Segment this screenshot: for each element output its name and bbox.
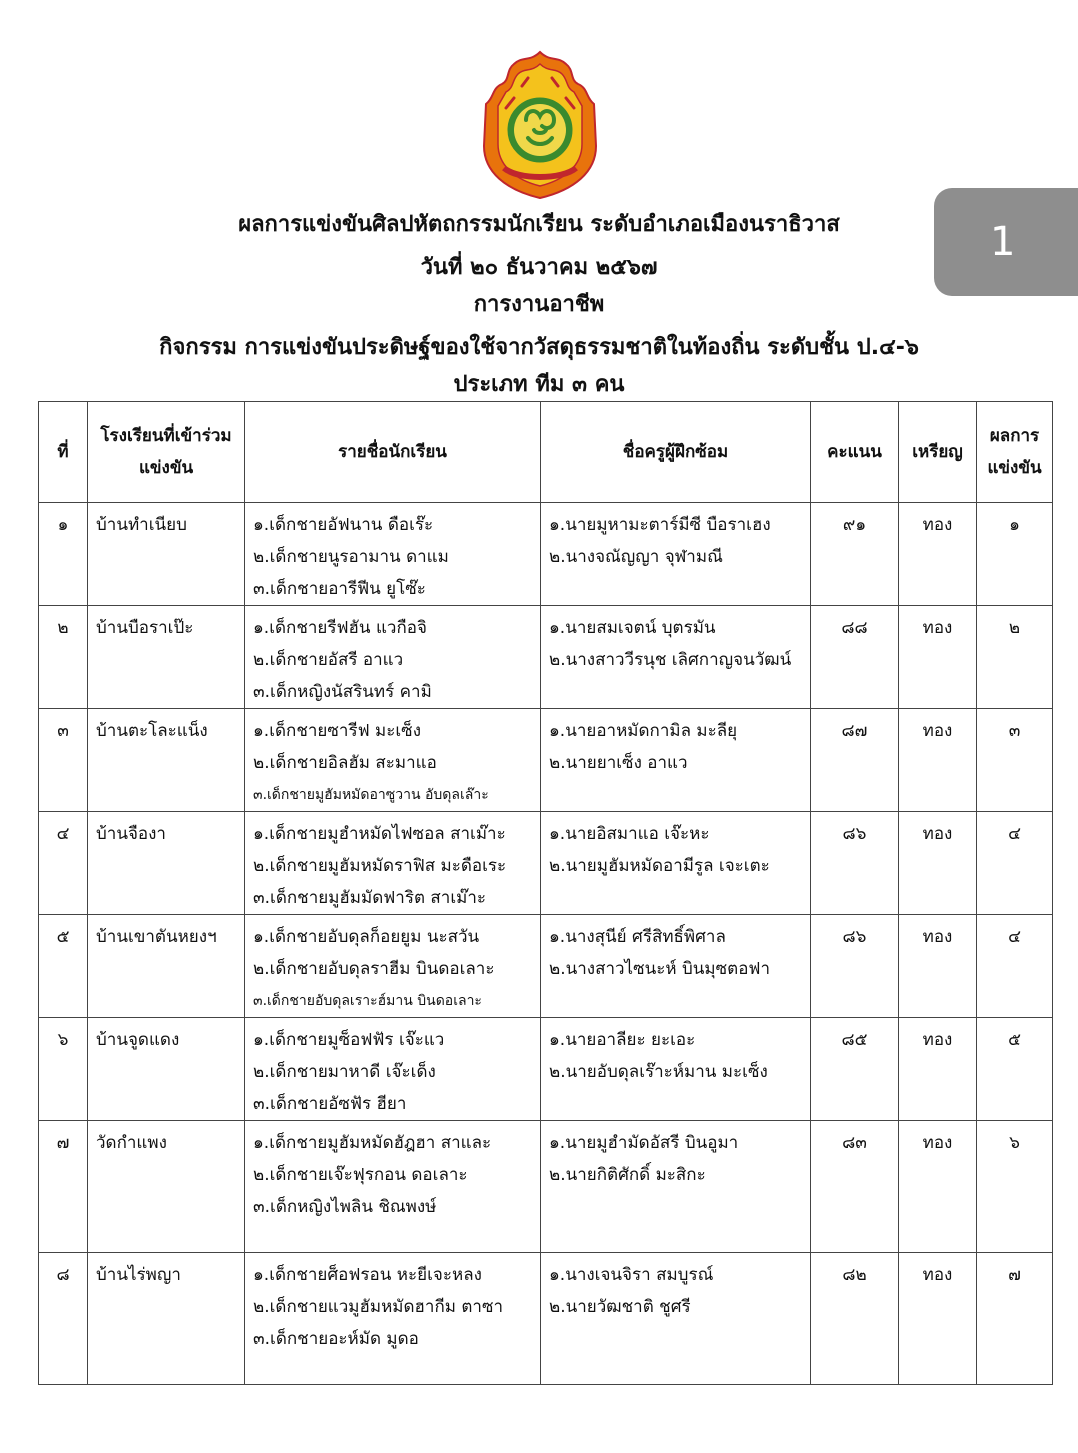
row-score: ๘๒ bbox=[811, 1253, 899, 1385]
header-students: รายชื่อนักเรียน bbox=[245, 402, 541, 503]
student-name: ๑.เด็กชายมูฮำหมัดไฟซอล สาเม๊าะ bbox=[253, 824, 506, 844]
coach-name: ๒.นางสาววีรนุช เลิศกาญจนวัฒน์ bbox=[549, 650, 792, 670]
student-name: ๓.เด็กชายอับดุลเราะฮ์มาน บินดอเลาะ bbox=[253, 993, 482, 1009]
row-score: ๘๘ bbox=[811, 606, 899, 709]
title-activity: กิจกรรม การแข่งขันประดิษฐ์ของใช้จากวัสดุธรรมชาติในท้องถิ่น ระดับชั้น ป.๔-๖ bbox=[159, 335, 919, 360]
row-medal: ทอง bbox=[899, 915, 977, 1018]
coach-name: ๑.นางสุนีย์ ศรีสิทธิ์พิศาล bbox=[549, 927, 726, 947]
student-name: ๒.เด็กชายมูฮัมหมัดราฟิส มะดือเระ bbox=[253, 856, 507, 876]
coach-name: ๒.นายยาเซ็ง อาแว bbox=[549, 753, 688, 773]
row-school: บ้านทำเนียบ bbox=[88, 503, 245, 606]
row-result: ๗ bbox=[977, 1253, 1053, 1385]
header-result: ผลการแข่งขัน bbox=[977, 402, 1053, 503]
row-score: ๘๖ bbox=[811, 915, 899, 1018]
header-score: คะแนน bbox=[811, 402, 899, 503]
row-school: บ้านไร่พญา bbox=[88, 1253, 245, 1385]
table-row bbox=[39, 812, 1053, 915]
table-row bbox=[39, 709, 1053, 812]
coach-name: ๒.นายกิติศักดิ์ มะสิกะ bbox=[549, 1165, 706, 1185]
row-no: ๓ bbox=[39, 709, 88, 812]
coach-name: ๒.นายอับดุลเร๊าะห์มาน มะเซ็ง bbox=[549, 1062, 768, 1082]
student-name: ๒.เด็กชายมาหาดี เจ๊ะเด็ง bbox=[253, 1062, 436, 1082]
row-school: บ้านบือราเป๊ะ bbox=[88, 606, 245, 709]
student-name: ๓.เด็กชายอะห์มัด มูดอ bbox=[253, 1329, 419, 1349]
row-score: ๘๖ bbox=[811, 812, 899, 915]
row-coaches bbox=[541, 1121, 811, 1253]
table-row bbox=[39, 606, 1053, 709]
student-name: ๑.เด็กชายมูฮัมหมัดฮัฎฮา สาและ bbox=[253, 1133, 492, 1153]
student-name: ๓.เด็กชายมูฮัมมัดฟาริต สาเม๊าะ bbox=[253, 888, 487, 908]
table-row bbox=[39, 1121, 1053, 1253]
row-result: ๕ bbox=[977, 1018, 1053, 1121]
student-name: ๓.เด็กชายมูฮัมหมัดอาซูวาน อับดุลเล๊าะ bbox=[253, 787, 489, 803]
row-medal: ทอง bbox=[899, 812, 977, 915]
row-medal: ทอง bbox=[899, 1018, 977, 1121]
row-students bbox=[245, 1018, 541, 1121]
coach-name: ๑.นายอาลียะ ยะเอะ bbox=[549, 1030, 696, 1050]
row-students bbox=[245, 1121, 541, 1253]
row-result: ๔ bbox=[977, 915, 1053, 1018]
row-coaches bbox=[541, 503, 811, 606]
row-result: ๑ bbox=[977, 503, 1053, 606]
row-no: ๒ bbox=[39, 606, 88, 709]
row-score: ๘๗ bbox=[811, 709, 899, 812]
title-date: วันที่ ๒๐ ธันวาคม ๒๕๖๗ bbox=[420, 255, 658, 280]
row-coaches bbox=[541, 1018, 811, 1121]
student-name: ๑.เด็กชายมูซ็อฟฟัร เจ๊ะแว bbox=[253, 1030, 445, 1050]
row-score: ๙๑ bbox=[811, 503, 899, 606]
student-name: ๑.เด็กชายซารีฟ มะเซ็ง bbox=[253, 721, 422, 741]
table-header-row bbox=[39, 402, 1053, 503]
row-students bbox=[245, 812, 541, 915]
row-score: ๘๓ bbox=[811, 1121, 899, 1253]
student-name: ๒.เด็กชายเจ๊ะฟุรกอน ดอเลาะ bbox=[253, 1165, 468, 1185]
row-result: ๖ bbox=[977, 1121, 1053, 1253]
student-name: ๒.เด็กชายอับดุลราฮีม บินดอเลาะ bbox=[253, 959, 495, 979]
row-school: วัดกำแพง bbox=[88, 1121, 245, 1253]
student-name: ๓.เด็กหญิงนัสรินทร์ คามิ bbox=[253, 682, 432, 702]
header-no: ที่ bbox=[39, 402, 88, 503]
row-medal: ทอง bbox=[899, 1121, 977, 1253]
student-name: ๒.เด็กชายแวมูฮัมหมัดฮากีม ตาซา bbox=[253, 1297, 504, 1317]
row-medal: ทอง bbox=[899, 709, 977, 812]
student-name: ๓.เด็กชายอารีฟีน ยูโซ๊ะ bbox=[253, 579, 426, 599]
obec-logo bbox=[478, 50, 602, 200]
row-medal: ทอง bbox=[899, 606, 977, 709]
row-result: ๒ bbox=[977, 606, 1053, 709]
row-school: บ้านเขาตันหยงฯ bbox=[88, 915, 245, 1018]
table-row bbox=[39, 1253, 1053, 1385]
row-school: บ้านจูดแดง bbox=[88, 1018, 245, 1121]
title-type: ประเภท ทีม ๓ คน bbox=[453, 372, 625, 397]
coach-name: ๑.นายสมเจตน์ บุตรมัน bbox=[549, 618, 716, 638]
student-name: ๓.เด็กหญิงไพลิน ชิณพงษ์ bbox=[253, 1197, 437, 1217]
row-students bbox=[245, 503, 541, 606]
row-medal: ทอง bbox=[899, 503, 977, 606]
coach-name: ๒.นางจณัญญา จุฬามณี bbox=[549, 547, 723, 567]
emblem-icon bbox=[478, 50, 602, 200]
row-students bbox=[245, 709, 541, 812]
table-row bbox=[39, 915, 1053, 1018]
header-medal: เหรียญ bbox=[899, 402, 977, 503]
row-students bbox=[245, 915, 541, 1018]
student-name: ๓.เด็กชายอัซฟัร ฮียา bbox=[253, 1094, 407, 1114]
student-name: ๒.เด็กชายนูรอามาน ดาแม bbox=[253, 547, 449, 567]
coach-name: ๒.นายมูฮัมหมัดอามีรูล เจะเตะ bbox=[549, 856, 770, 876]
coach-name: ๑.นางเจนจิรา สมบูรณ์ bbox=[549, 1265, 714, 1285]
coach-name: ๑.นายมูหามะตาร์มีซี บือราเฮง bbox=[549, 515, 771, 535]
student-name: ๒.เด็กชายอิลฮัม สะมาแอ bbox=[253, 753, 437, 773]
header-coaches: ชื่อครูผู้ฝึกซ้อม bbox=[541, 402, 811, 503]
student-name: ๑.เด็กชายรีฟฮัน แวกือจิ bbox=[253, 618, 427, 638]
row-no: ๖ bbox=[39, 1018, 88, 1121]
row-students bbox=[245, 606, 541, 709]
title-subject: การงานอาชีพ bbox=[473, 292, 605, 317]
student-name: ๑.เด็กชายศ็อฟรอน หะยีเจะหลง bbox=[253, 1265, 482, 1285]
table-row bbox=[39, 1018, 1053, 1121]
coach-name: ๑.นายมูฮำมัดอัสรี บินอูมา bbox=[549, 1133, 739, 1153]
row-coaches bbox=[541, 606, 811, 709]
coach-name: ๑.นายอิสมาแอ เจ๊ะหะ bbox=[549, 824, 710, 844]
row-score: ๘๕ bbox=[811, 1018, 899, 1121]
row-no: ๔ bbox=[39, 812, 88, 915]
row-coaches bbox=[541, 709, 811, 812]
title-line-1: ผลการแข่งขันศิลปหัตถกรรมนักเรียน ระดับอำเภอเมืองนราธิวาส bbox=[238, 212, 840, 237]
row-no: ๘ bbox=[39, 1253, 88, 1385]
row-no: ๑ bbox=[39, 503, 88, 606]
header-school: โรงเรียนที่เข้าร่วมแข่งขัน bbox=[88, 402, 245, 503]
row-medal: ทอง bbox=[899, 1253, 977, 1385]
table-row bbox=[39, 503, 1053, 606]
student-name: ๒.เด็กชายอัสรี อาแว bbox=[253, 650, 404, 670]
row-school: บ้านตะโละแน็ง bbox=[88, 709, 245, 812]
student-name: ๑.เด็กชายอัฟนาน ดือเร๊ะ bbox=[253, 515, 434, 535]
coach-name: ๒.นางสาวไซนะห์ บินมุซตอฟา bbox=[549, 959, 770, 979]
row-result: ๓ bbox=[977, 709, 1053, 812]
coach-name: ๑.นายอาหมัดกามิล มะลียุ bbox=[549, 721, 738, 741]
coach-name: ๒.นายวัฒชาติ ชูศรี bbox=[549, 1297, 691, 1317]
row-no: ๗ bbox=[39, 1121, 88, 1253]
row-coaches bbox=[541, 1253, 811, 1385]
row-coaches bbox=[541, 915, 811, 1018]
row-coaches bbox=[541, 812, 811, 915]
row-students bbox=[245, 1253, 541, 1385]
row-no: ๕ bbox=[39, 915, 88, 1018]
row-school: บ้านจืองา bbox=[88, 812, 245, 915]
page-number-badge: 1 bbox=[934, 188, 1078, 296]
results-table bbox=[38, 401, 1053, 1385]
student-name: ๑.เด็กชายอับดุลก็อยยูม นะสวัน bbox=[253, 927, 480, 947]
row-result: ๔ bbox=[977, 812, 1053, 915]
